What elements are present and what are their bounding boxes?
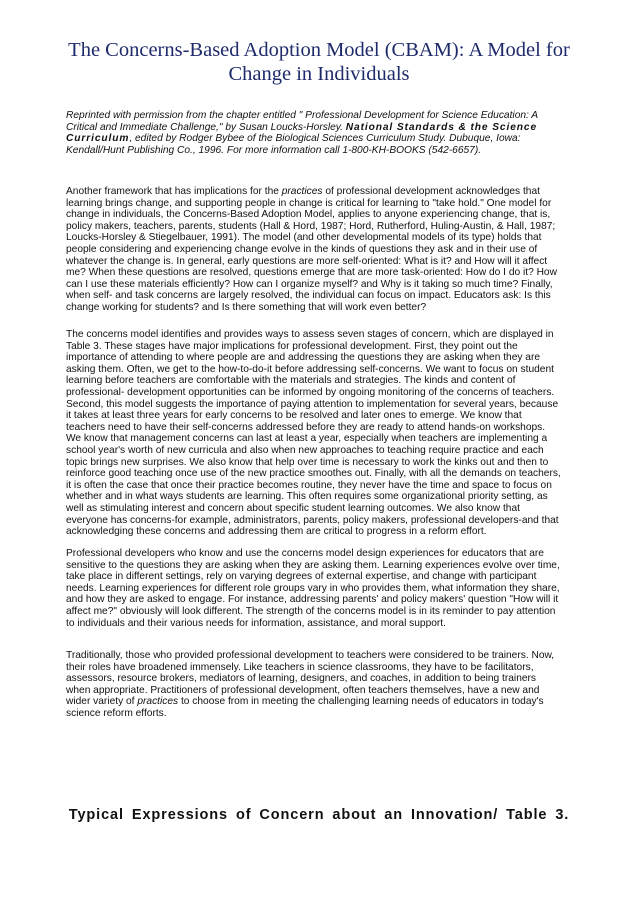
document-title: The Concerns-Based Adoption Model (CBAM): A Model for Change in Individuals [68,39,570,85]
table-heading: Typical Expressions of Concern about an Innovation/ Table 3. [68,807,570,823]
credit-text-end: , edited by Rodger Bybee of the Biological Sciences Curriculum Study. Dubuque, Iowa: Kendall/Hunt Publishing Co., 1996. For more information call 1-800-KH-BOOKS (542-6657). [66,133,521,156]
paragraph-3: Professional developers who know and use the concerns model design experiences for educators that are sensitive to the questions they are asking when they are asking them. Learning experiences evolve over time, take place in different settings, rely on varying degrees of external expertise, and change with participant needs. Learning experiences for different role groups vary in who provides them, what information they share, and how they are asked to engage. For instance, addressing parents' and policy makers' question "How will it affect me?" obviously will look different. The strength of the concerns model is in its reminder to pay attention to individuals and their various needs for information, assistance, and moral support. [66,548,560,629]
credit-text-start: Reprinted with permission from the chapter entitled " Professional Development for Science Education: A Critical and Immediate Challenge," by Susan Loucks-Horsley. [66,110,538,133]
paragraph-1-end: of professional development acknowledges that learning brings change, and supporting people in change is critical for learning to "take hold." One model for change in individuals, the Concerns-Based Adoption Model, applies to anyone experiencing change, that is, policy makers, teachers, parents, students (Hall & Hord, 1987; Hord, Rutherford, Huling-Austin, & Hall, 1987; Loucks-Horsley & Stiegelbauer, 1991). The model (and other developmental models of its type) holds that people considering and experiencing change evolve in the kinds of questions they ask and in their use of whatever the change is. In general, early questions are more self-oriented: What is it? and How will it affect me? When these questions are resolved, questions emerge that are more task-oriented: How do I do it? How can I use these materials efficiently? How can I organize myself? and Why is it taking so much time? Finally, when self- and task concerns are largely resolved, the individual can focus on impact. Educators ask: Is this change working for students? and Is there something that will work even better? [66,186,557,313]
paragraph-1-start: Another framework that has implications for the [66,186,282,197]
paragraph-2: The concerns model identifies and provides ways to assess seven stages of concern, which are displayed in Table 3. These stages have major implications for professional development. First, they point out the importance of attending to where people are and addressing the questions they are asking when they are asking them. Often, we get to the how-to-do-it before addressing self-concerns. We want to focus on student learning before teachers are comfortable with the materials and strategies. The kinds and content of professional- development opportunities can be informed by ongoing monitoring of the concerns of teachers. Second, this model suggests the importance of paying attention to implementation for several years, because it takes at least three years for early concerns to be resolved and later ones to emerge. We know that teachers need to have their self-concerns addressed before they are ready to attend hands-on workshops. We know that management concerns can last at least a year, especially when teachers are implementing a school year's worth of new curricula and also when new approaches to teaching require practice and each topic brings new surprises. We also know that help over time is necessary to work the kinks out and then to reinforce good teaching once use of the new practice smoothes out. Finally, with all the demands on teachers, it is often the case that once their practice becomes routine, they never have the time and space to focus on whether and in what ways students are learning. This often requires some organizational priority setting, as well as stimulating interest and concern about specific student learning outcomes. We also know that everyone has concerns-for example, administrators, parents, policy makers, professional developers-and that acknowledging these concerns and addressing them are critical to progress in a reform effort. [66,329,561,538]
paragraph-4-emphasis: practices [137,696,179,708]
paragraph-1 [66,186,562,314]
book-title: National Standards & the Science Curriculum [66,121,538,145]
paragraph-4-start: Traditionally, those who provided professional development to teachers were considered to be trainers. Now, their roles have broadened immensely. Like teachers in science classrooms, they have to be facilitators, assessors, resource brokers, mediators of learning, designers, and coaches, in addition to being trainers when appropriate. Practitioners of professional development, often teachers themselves, have a new and wider variety of [66,650,555,708]
paragraph-1-emphasis: practices [281,186,323,197]
paragraph-4 [66,650,562,720]
paragraph-4-end: to choose from in meeting the challenging learning needs of educators in today's science reform efforts. [66,696,544,719]
reprint-credit [66,110,562,156]
